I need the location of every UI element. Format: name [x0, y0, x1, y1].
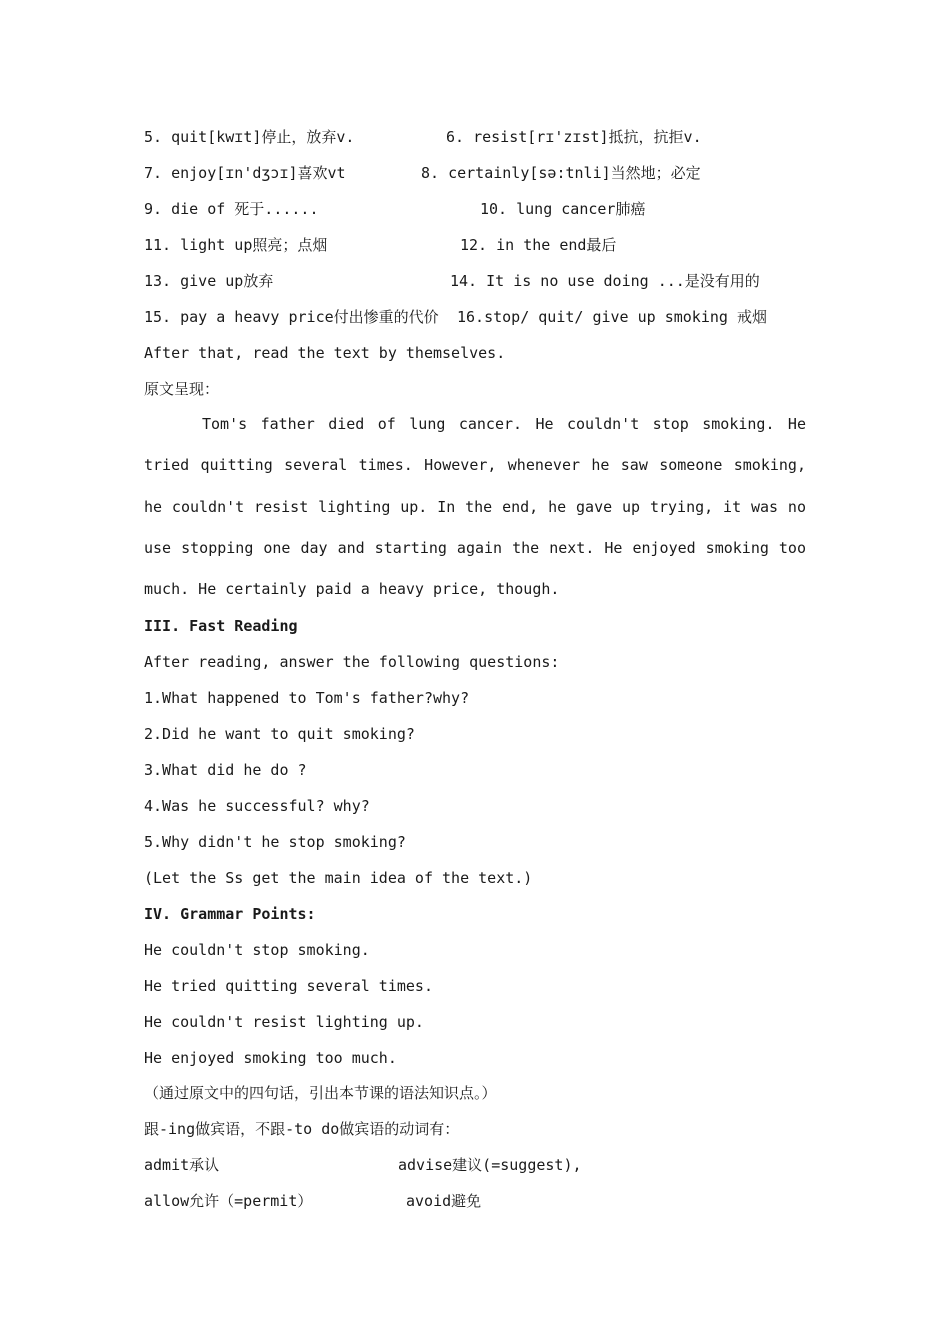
grammar-sentence: He couldn't stop smoking.	[144, 941, 370, 959]
original-text: Tom's father died of lung cancer. He couldn't stop smoking. He tried quitting several times. However, whenever he saw someone smoking, he couldn't resist lighting up. In the end, he gave up trying, it was no use stopping one day and starting again the next. He enjoyed smoking too much. He certainly paid a heavy price, though.	[144, 415, 806, 599]
vocab-item: 16.stop/ quit/ give up smoking 戒烟	[457, 308, 767, 326]
question-item: 4.Was he successful? why?	[144, 797, 370, 815]
question-item: 2.Did he want to quit smoking?	[144, 725, 415, 743]
grammar-sentence: He tried quitting several times.	[144, 977, 433, 995]
grammar-note: （通过原文中的四句话，引出本节课的语法知识点。）	[144, 1084, 497, 1102]
vocab-item: 14. It is no use doing ...是没有用的	[450, 272, 760, 290]
vocab-item: 12. in the end最后	[460, 236, 617, 254]
vocab-item: 10. lung cancer肺癌	[480, 200, 646, 218]
original-heading: 原文呈现：	[144, 380, 220, 398]
vocab-item: 15. pay a heavy price付出惨重的代价	[144, 308, 439, 326]
vocab-item: 5. quit[kwɪt]停止，放弃v.	[144, 128, 355, 146]
question-item: 3.What did he do ?	[144, 761, 307, 779]
section-heading-fast-reading: III. Fast Reading	[144, 617, 298, 635]
vocab-item: 9. die of 死于......	[144, 200, 319, 218]
grammar-sentence: He couldn't resist lighting up.	[144, 1013, 424, 1031]
verb-item: advise建议(=suggest),	[398, 1156, 582, 1174]
vocab-item: 7. enjoy[ɪn'dʒɔɪ]喜欢vt	[144, 164, 346, 182]
instruction-text: After that, read the text by themselves.	[144, 344, 506, 362]
grammar-verbs-intro: 跟-ing做宾语，不跟-to do做宾语的动词有：	[144, 1120, 460, 1138]
vocab-item: 13. give up放弃	[144, 272, 274, 290]
fast-reading-note: (Let the Ss get the main idea of the text.)	[144, 869, 533, 887]
vocab-item: 8. certainly[sə:tnli]当然地；必定	[421, 164, 701, 182]
verb-item: allow允许（=permit）	[144, 1192, 313, 1210]
question-item: 1.What happened to Tom's father?why?	[144, 689, 470, 707]
grammar-sentence: He enjoyed smoking too much.	[144, 1049, 397, 1067]
fast-reading-intro: After reading, answer the following questions:	[144, 653, 560, 671]
verb-item: avoid避免	[406, 1192, 482, 1210]
vocab-item: 6. resist[rɪ'zɪst]抵抗，抗拒v.	[446, 128, 702, 146]
question-item: 5.Why didn't he stop smoking?	[144, 833, 406, 851]
vocab-item: 11. light up照亮；点烟	[144, 236, 328, 254]
section-heading-grammar: IV. Grammar Points:	[144, 905, 316, 923]
verb-item: admit承认	[144, 1156, 220, 1174]
